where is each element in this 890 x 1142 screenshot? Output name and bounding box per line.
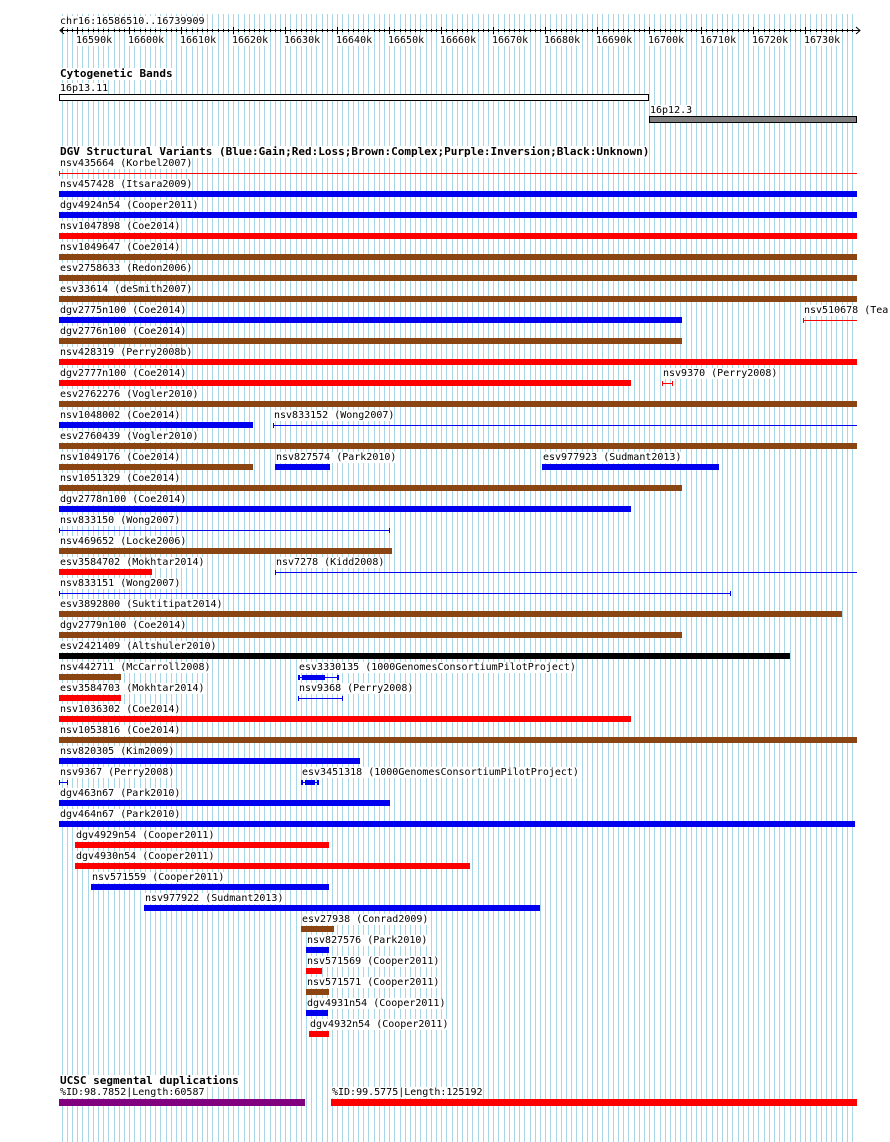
variant-label: nsv1051329 (Coe2014): [60, 473, 181, 484]
variant-bar[interactable]: [306, 968, 322, 974]
variant-line-start-cap: [298, 696, 299, 701]
variant-bar[interactable]: [306, 1010, 328, 1016]
variant-bar[interactable]: [91, 884, 329, 890]
ruler-tick-label: 16600k: [128, 35, 165, 46]
variant-line-start-cap: [662, 381, 663, 386]
variant-label: esv3584702 (Mokhtar2014): [60, 557, 205, 568]
cytoband[interactable]: [59, 94, 649, 101]
variant-bar[interactable]: [59, 233, 857, 239]
ruler-tick-label: 16690k: [596, 35, 633, 46]
variant-bar[interactable]: [59, 737, 857, 743]
variant-bar[interactable]: [59, 191, 857, 197]
variant-label: dgv4924n54 (Cooper2011): [60, 200, 199, 211]
variant-label: dgv4932n54 (Cooper2011): [310, 1019, 449, 1030]
variant-bar[interactable]: [542, 464, 719, 470]
variant-label: nsv435664 (Korbel2007): [60, 158, 193, 169]
variant-label: esv3451318 (1000GenomesConsortiumPilotProject): [302, 767, 579, 778]
variant-line-start-cap: [803, 318, 804, 323]
variant-label: nsv827574 (Park2010): [276, 452, 397, 463]
cytoband-label: 16p13.11: [60, 83, 109, 94]
variant-line[interactable]: [273, 425, 857, 426]
variant-label: dgv2775n100 (Coe2014): [60, 305, 187, 316]
variant-label: nsv1049176 (Coe2014): [60, 452, 181, 463]
ruler-tick-label: 16590k: [76, 35, 113, 46]
ruler-location: chr16:16586510..16739909: [60, 16, 205, 27]
ruler-tick-label: 16630k: [284, 35, 321, 46]
variant-label: nsv977922 (Sudmant2013): [145, 893, 284, 904]
ruler-tick-label: 16610k: [180, 35, 217, 46]
variant-line-start-cap: [275, 570, 276, 575]
variant-bar[interactable]: [59, 275, 857, 281]
variant-line-start-cap: [273, 423, 274, 428]
variant-label: esv3330135 (1000GenomesConsortiumPilotProject): [299, 662, 576, 673]
variant-label: nsv820305 (Kim2009): [60, 746, 175, 757]
variant-line-end-cap: [342, 696, 343, 701]
variant-line-end-cap: [730, 591, 731, 596]
variant-bar[interactable]: [59, 422, 253, 428]
variant-bar[interactable]: [59, 758, 360, 764]
variant-bar[interactable]: [59, 800, 390, 806]
variant-bar[interactable]: [144, 905, 540, 911]
variant-label: nsv1049647 (Coe2014): [60, 242, 181, 253]
variant-label: nsv1036302 (Coe2014): [60, 704, 181, 715]
variant-line-start-cap: [59, 528, 60, 533]
variant-label: dgv4930n54 (Cooper2011): [76, 851, 215, 862]
variant-bar[interactable]: [59, 212, 857, 218]
variant-line[interactable]: [803, 320, 857, 321]
ruler-tick-label: 16660k: [440, 35, 477, 46]
dgv-track-title[interactable]: DGV Structural Variants (Blue:Gain;Red:Loss;Brown:Complex;Purple:Inversion;Black:Unknown): [60, 145, 650, 158]
variant-bar[interactable]: [59, 695, 121, 701]
variant-bar[interactable]: [59, 485, 682, 491]
variant-label: nsv1048002 (Coe2014): [60, 410, 181, 421]
variant-label: nsv428319 (Perry2008b): [60, 347, 193, 358]
variant-bar[interactable]: [59, 296, 857, 302]
ruler-tick-label: 16680k: [544, 35, 581, 46]
ruler-tick-label: 16700k: [648, 35, 685, 46]
variant-label: dgv2776n100 (Coe2014): [60, 326, 187, 337]
variant-label: nsv571571 (Cooper2011): [307, 977, 440, 988]
segdup-bar[interactable]: [331, 1099, 857, 1106]
variant-bar[interactable]: [301, 926, 334, 932]
variant-label: dgv463n67 (Park2010): [60, 788, 181, 799]
variant-bar[interactable]: [306, 947, 329, 953]
ruler-tick-label: 16720k: [752, 35, 789, 46]
variant-label: nsv457428 (Itsara2009): [60, 179, 193, 190]
segdup-label: %ID:99.5775|Length:125192: [332, 1087, 483, 1098]
variant-bar[interactable]: [75, 842, 329, 848]
variant-bar[interactable]: [275, 464, 330, 470]
segdups-track-title[interactable]: UCSC segmental duplications: [60, 1074, 239, 1087]
variant-line-start-cap: [59, 780, 60, 785]
variant-exon: [298, 675, 300, 680]
variant-label: esv3584703 (Mokhtar2014): [60, 683, 205, 694]
variant-label: nsv833150 (Wong2007): [60, 515, 181, 526]
variant-label: esv977923 (Sudmant2013): [543, 452, 682, 463]
cytobands-track-title[interactable]: Cytogenetic Bands: [60, 67, 173, 80]
variant-label: esv2760439 (Vogler2010): [60, 431, 199, 442]
variant-label: dgv2778n100 (Coe2014): [60, 494, 187, 505]
variant-label: nsv9368 (Perry2008): [299, 683, 414, 694]
variant-bar[interactable]: [59, 632, 682, 638]
variant-label: dgv464n67 (Park2010): [60, 809, 181, 820]
variant-label: nsv571559 (Cooper2011): [92, 872, 225, 883]
ruler-tick-label: 16710k: [700, 35, 737, 46]
variant-exon: [305, 780, 315, 785]
variant-label: nsv827576 (Park2010): [307, 935, 428, 946]
coordinate-ruler: [0, 0, 890, 60]
variant-label: esv27938 (Conrad2009): [302, 914, 429, 925]
variant-label: nsv442711 (McCarroll2008): [60, 662, 211, 673]
variant-label: nsv571569 (Cooper2011): [307, 956, 440, 967]
variant-label: nsv1047898 (Coe2014): [60, 221, 181, 232]
variant-exon: [301, 780, 303, 785]
variant-bar[interactable]: [59, 254, 857, 260]
variant-label: esv33614 (deSmith2007): [60, 284, 193, 295]
variant-bar[interactable]: [59, 317, 682, 323]
variant-label: nsv469652 (Locke2006): [60, 536, 187, 547]
variant-label: esv2758633 (Redon2006): [60, 263, 193, 274]
variant-bar[interactable]: [59, 674, 121, 680]
variant-bar[interactable]: [309, 1031, 329, 1037]
variant-bar[interactable]: [59, 653, 790, 659]
variant-exon: [337, 675, 339, 680]
ruler-tick-label: 16730k: [804, 35, 841, 46]
variant-line[interactable]: [59, 593, 731, 594]
segdup-label: %ID:98.7852|Length:60587: [60, 1087, 205, 1098]
variant-exon: [302, 675, 325, 680]
variant-bar[interactable]: [75, 863, 470, 869]
variant-label: nsv1053816 (Coe2014): [60, 725, 181, 736]
variant-bar[interactable]: [59, 548, 392, 554]
variant-line-end-cap: [672, 381, 673, 386]
variant-line[interactable]: [298, 698, 343, 699]
variant-bar[interactable]: [59, 569, 152, 575]
variant-line[interactable]: [59, 173, 857, 174]
ruler-tick-label: 16670k: [492, 35, 529, 46]
cytoband[interactable]: [649, 116, 857, 123]
ruler-tick-label: 16640k: [336, 35, 373, 46]
variant-bar[interactable]: [306, 989, 329, 995]
ruler-tick-label: 16650k: [388, 35, 425, 46]
variant-bar[interactable]: [59, 611, 842, 617]
variant-line-end-cap: [389, 528, 390, 533]
ruler-tick-label: 16620k: [232, 35, 269, 46]
segdup-bar[interactable]: [59, 1099, 305, 1106]
variant-line-end-cap: [67, 780, 68, 785]
variant-label: dgv4931n54 (Cooper2011): [307, 998, 446, 1009]
variant-label: esv2421409 (Altshuler2010): [60, 641, 217, 652]
variant-bar[interactable]: [59, 716, 631, 722]
variant-bar[interactable]: [59, 506, 631, 512]
variant-bar[interactable]: [59, 443, 857, 449]
variant-exon: [317, 780, 319, 785]
variant-bar[interactable]: [59, 359, 857, 365]
variant-bar[interactable]: [59, 401, 857, 407]
variant-bar[interactable]: [59, 821, 855, 827]
variant-bar[interactable]: [59, 380, 631, 386]
variant-label: esv3892800 (Suktitipat2014): [60, 599, 223, 610]
variant-line-start-cap: [59, 171, 60, 176]
variant-label: nsv833151 (Wong2007): [60, 578, 181, 589]
variant-label: nsv833152 (Wong2007): [274, 410, 395, 421]
variant-line[interactable]: [275, 572, 857, 573]
variant-label: nsv9370 (Perry2008): [663, 368, 778, 379]
variant-label: dgv2777n100 (Coe2014): [60, 368, 187, 379]
variant-bar[interactable]: [59, 464, 253, 470]
variant-line[interactable]: [59, 530, 390, 531]
variant-line-start-cap: [59, 591, 60, 596]
variant-label: dgv4929n54 (Cooper2011): [76, 830, 215, 841]
variant-label: nsv510678 (Tea: [804, 305, 889, 316]
variant-label: dgv2779n100 (Coe2014): [60, 620, 187, 631]
variant-label: nsv7278 (Kidd2008): [276, 557, 385, 568]
variant-label: nsv9367 (Perry2008): [60, 767, 175, 778]
variant-bar[interactable]: [59, 338, 682, 344]
variant-label: esv2762276 (Vogler2010): [60, 389, 199, 400]
cytoband-label: 16p12.3: [650, 105, 693, 116]
